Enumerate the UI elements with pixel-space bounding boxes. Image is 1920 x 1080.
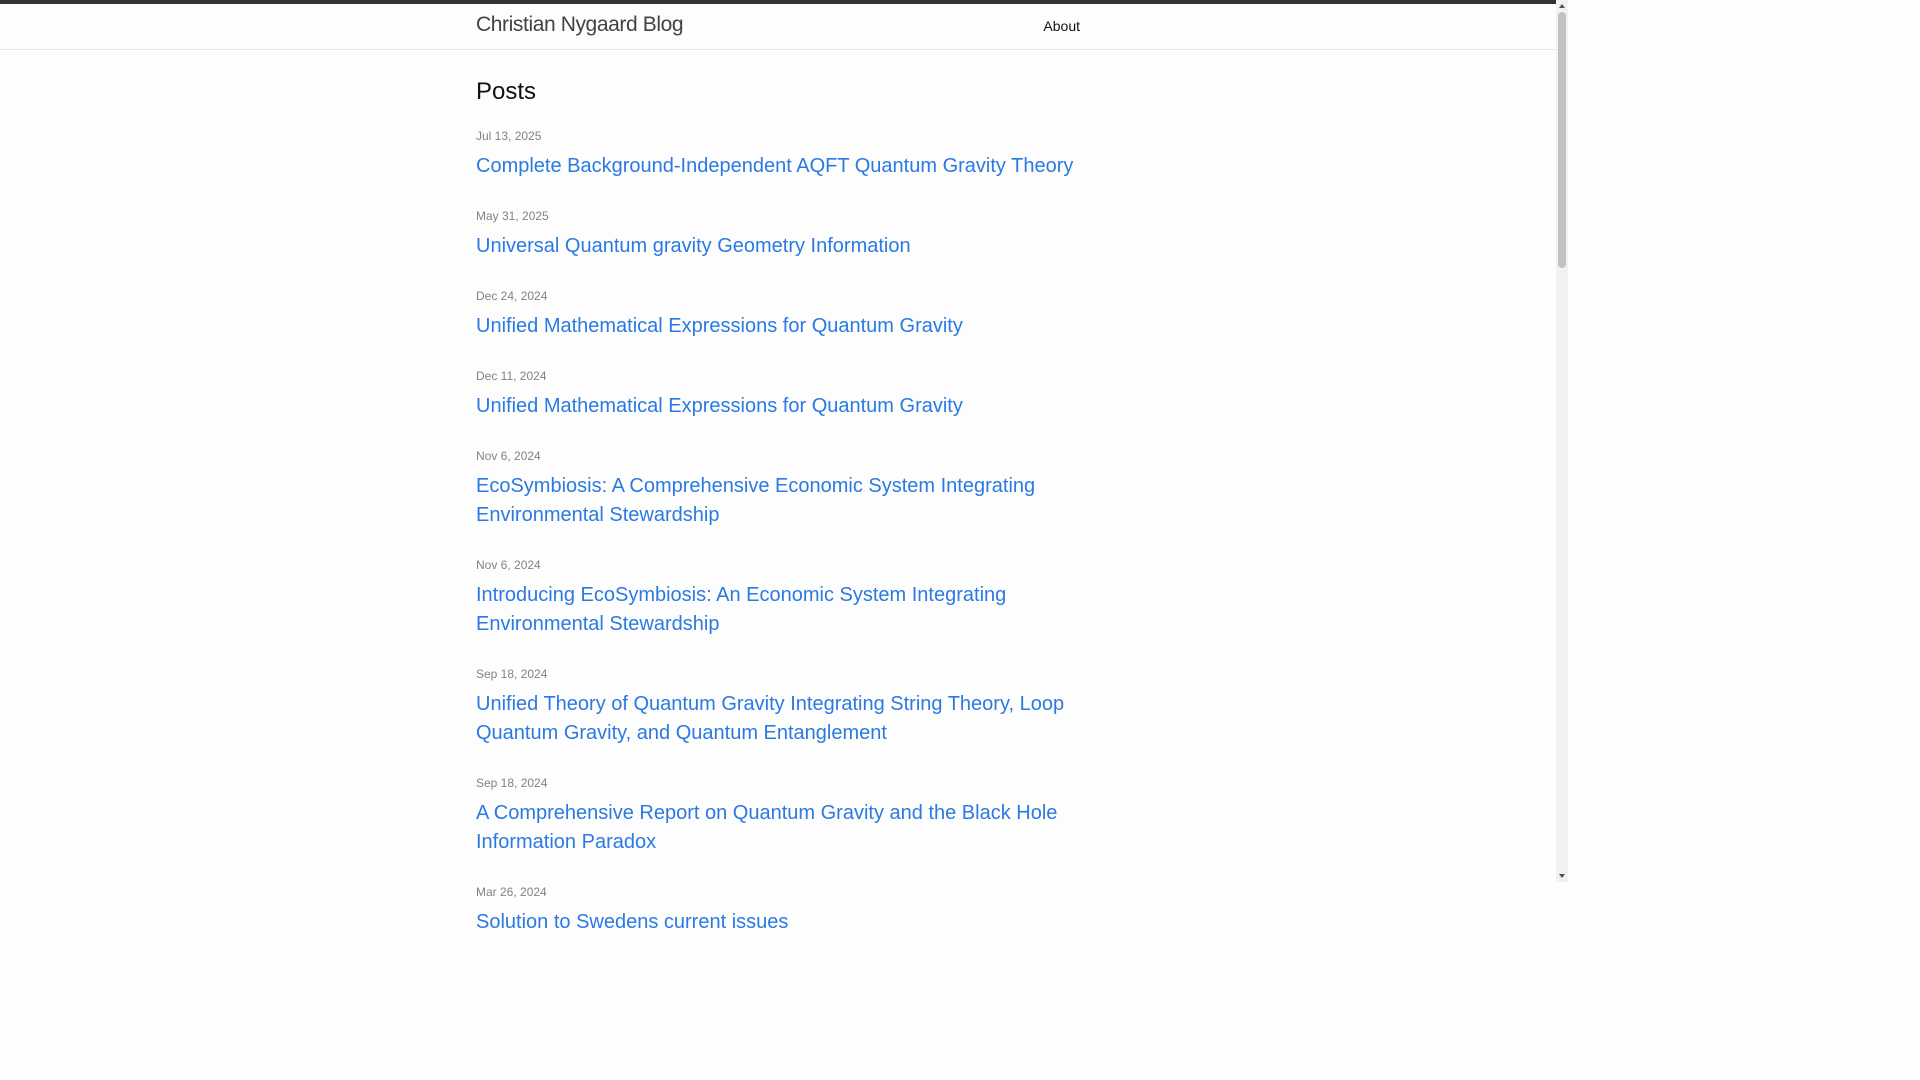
- post-title-link[interactable]: Universal Quantum gravity Geometry Information: [476, 235, 911, 257]
- scrollbar-thumb[interactable]: [1558, 12, 1566, 268]
- post-item: [476, 288, 1086, 341]
- post-title-link[interactable]: Unified Theory of Quantum Gravity Integrating String Theory, Loop Quantum Gravity, and Quantum Entanglement: [476, 693, 1065, 744]
- post-item: [476, 368, 1086, 421]
- post-item: [476, 448, 1086, 530]
- post-title-link[interactable]: Complete Background-Independent AQFT Quantum Gravity Theory: [476, 155, 1074, 177]
- site-title-link[interactable]: Christian Nygaard Blog: [476, 13, 684, 36]
- post-date: Nov 6, 2024: [476, 449, 541, 463]
- post-list: [476, 128, 1086, 937]
- post-item: [476, 128, 1086, 181]
- post-title-link[interactable]: Unified Mathematical Expressions for Quantum Gravity: [476, 315, 963, 337]
- post-item: [476, 884, 1086, 937]
- post-item: [476, 775, 1086, 857]
- post-date: Dec 24, 2024: [476, 289, 548, 303]
- site-header: [0, 4, 1556, 50]
- nav-link-about[interactable]: About: [1043, 18, 1080, 34]
- post-title-link[interactable]: A Comprehensive Report on Quantum Gravity and the Black Hole Information Paradox: [476, 802, 1058, 853]
- post-date: Sep 18, 2024: [476, 776, 548, 790]
- page-heading: Posts: [476, 78, 537, 105]
- post-title-link[interactable]: Solution to Swedens current issues: [476, 911, 789, 933]
- post-title-link[interactable]: EcoSymbiosis: A Comprehensive Economic System Integrating Environmental Stewardship: [476, 475, 1036, 526]
- post-date: Nov 6, 2024: [476, 558, 541, 572]
- post-item: [476, 557, 1086, 639]
- scroll-up-arrow-icon[interactable]: [1559, 4, 1565, 8]
- post-date: Sep 18, 2024: [476, 667, 548, 681]
- post-date: May 31, 2025: [476, 209, 549, 223]
- post-item: [476, 666, 1086, 748]
- post-date: Jul 13, 2025: [476, 129, 542, 143]
- post-item: [476, 208, 1086, 261]
- post-date: Mar 26, 2024: [476, 885, 547, 899]
- scroll-down-arrow-icon[interactable]: [1559, 874, 1565, 878]
- post-date: Dec 11, 2024: [476, 369, 547, 383]
- post-title-link[interactable]: Introducing EcoSymbiosis: An Economic System Integrating Environmental Stewardship: [476, 584, 1007, 635]
- vertical-scrollbar[interactable]: [1556, 0, 1568, 882]
- main-content: [476, 50, 1086, 964]
- post-title-link[interactable]: Unified Mathematical Expressions for Quantum Gravity: [476, 395, 963, 417]
